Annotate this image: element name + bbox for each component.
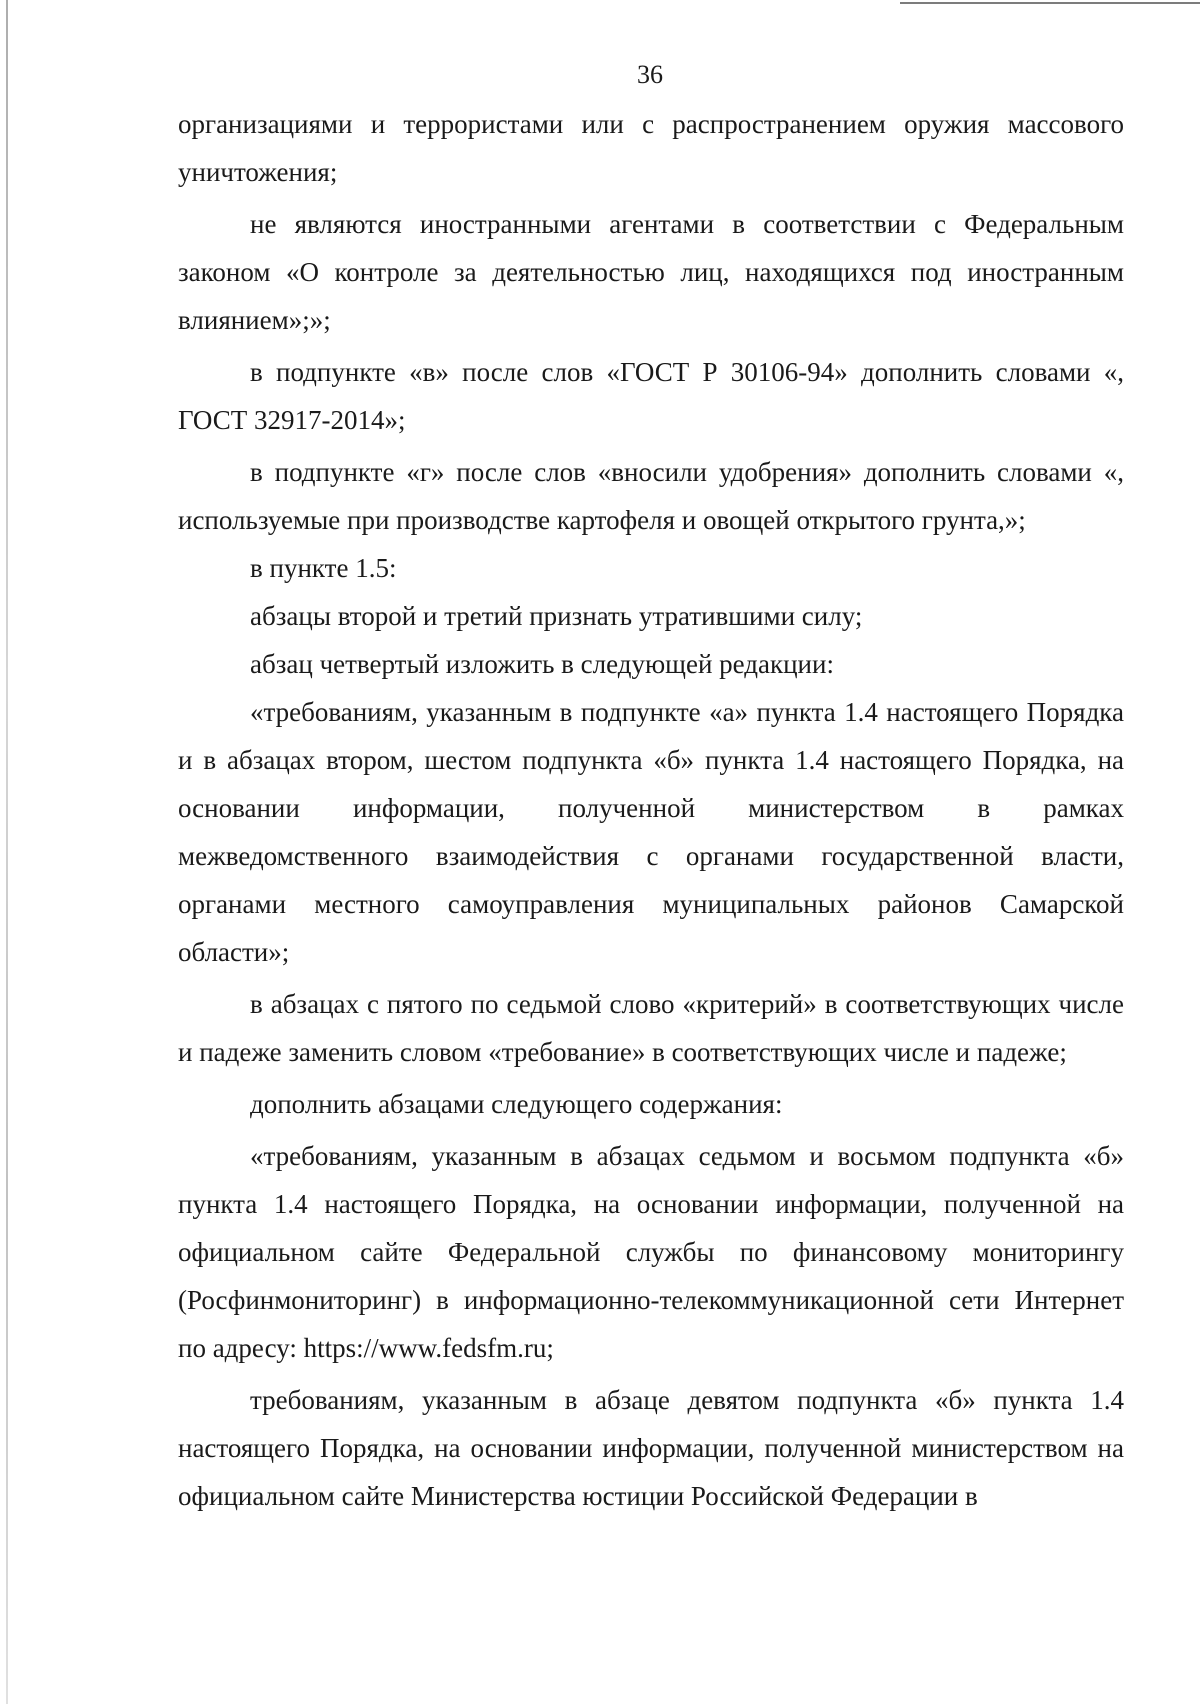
paragraph-3: в подпункте «в» после слов «ГОСТ Р 30106-94» дополнить словами «, ГОСТ 32917-2014»;: [178, 357, 1124, 435]
page-number: 36: [637, 60, 663, 89]
scan-edge-top: [900, 2, 1200, 4]
paragraph-5: в пункте 1.5:: [250, 553, 397, 583]
scan-edge-left: [6, 0, 8, 1704]
paragraph-8: «требованиям, указанным в подпункте «а» пункта 1.4 настоящего Порядка и в абзацах втором, шестом подпункта «б» пункта 1.4 настоящего Порядка, на основании информации, полученной министерством в рамках межведомственного взаимодействия с органами государственной власти, органами местного самоуправления муниципальных районов Самарской области»;: [178, 697, 1124, 967]
paragraph-12: требованиям, указанным в абзаце девятом подпункта «б» пункта 1.4 настоящего Порядка, на основании информации, полученной министерством на официальном сайте Министерства юстиции Российской Федерации в: [178, 1385, 1124, 1511]
paragraph-10: дополнить абзацами следующего содержания:: [250, 1089, 783, 1119]
document-body: [178, 100, 1124, 1520]
paragraph-1: организациями и террористами или с распространением оружия массового уничтожения;: [178, 109, 1124, 187]
paragraph-11: «требованиям, указанным в абзацах седьмом и восьмом подпункта «б» пункта 1.4 настоящего Порядка, на основании информации, полученной на официальном сайте Федеральной службы по финансовому мониторингу (Росфинмониторинг) в информационно-телекоммуникационной сети Интернет по адресу: https://www.fedsfm.ru;: [178, 1141, 1124, 1363]
paragraph-7: абзац четвертый изложить в следующей редакции:: [250, 649, 834, 679]
paragraph-2: не являются иностранными агентами в соответствии с Федеральным законом «О контроле за деятельностью лиц, находящихся под иностранным влиянием»;»;: [178, 209, 1124, 335]
paragraph-4: в подпункте «г» после слов «вносили удобрения» дополнить словами «, используемые при производстве картофеля и овощей открытого грунта,»;: [178, 457, 1124, 535]
paragraph-9: в абзацах с пятого по седьмой слово «критерий» в соответствующих числе и падеже заменить словом «требование» в соответствующих числе и падеже;: [178, 989, 1124, 1067]
paragraph-6: абзацы второй и третий признать утратившими силу;: [250, 601, 863, 631]
